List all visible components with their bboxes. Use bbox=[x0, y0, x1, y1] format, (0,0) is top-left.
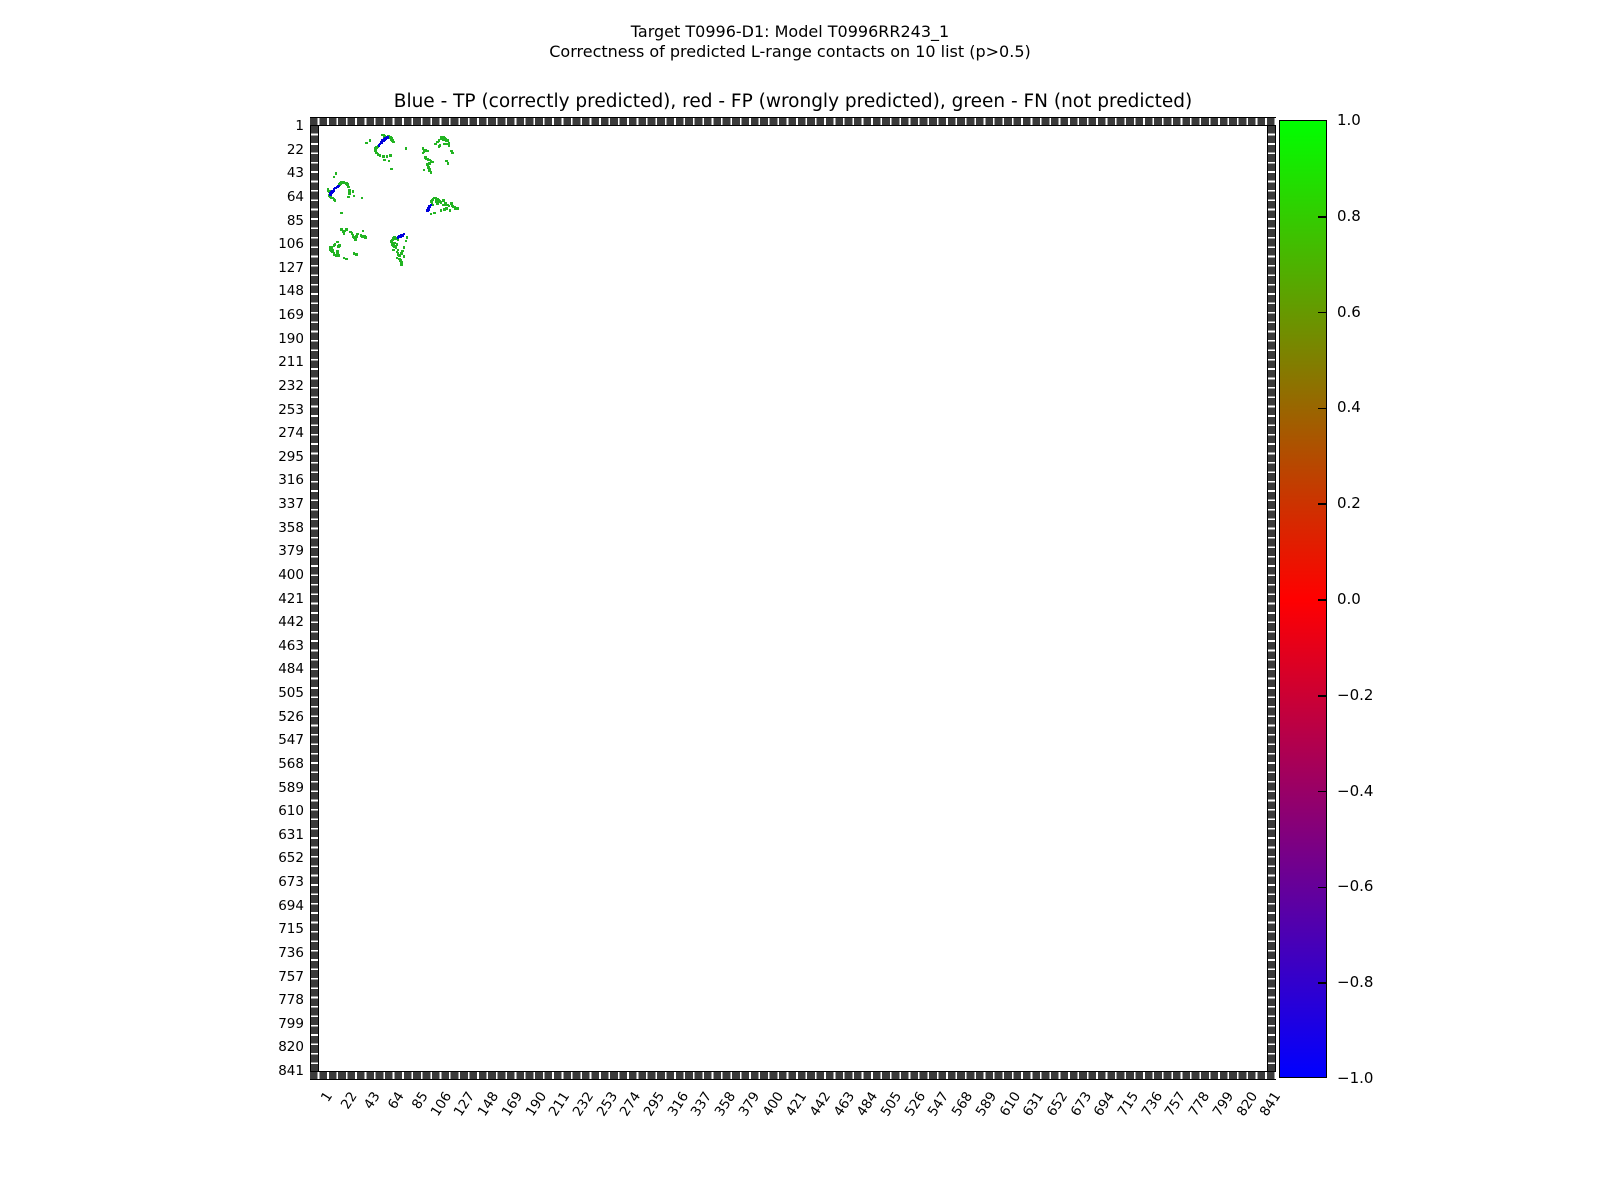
fn-point bbox=[426, 163, 429, 166]
fn-point bbox=[353, 195, 356, 198]
y-tick-label: 127 bbox=[278, 259, 304, 276]
y-tick-label: 442 bbox=[278, 614, 304, 631]
x-tick-label: 463 bbox=[830, 1089, 858, 1120]
x-tick-label: 631 bbox=[1019, 1089, 1048, 1120]
x-tick-label: 64 bbox=[384, 1089, 408, 1113]
colorbar-tick bbox=[1318, 887, 1326, 889]
x-tick-label: 106 bbox=[427, 1089, 455, 1120]
fn-point bbox=[379, 154, 382, 157]
fn-point bbox=[449, 209, 452, 212]
axis-tick-band-top bbox=[310, 117, 1276, 126]
tp-point bbox=[397, 236, 400, 239]
x-tick-label: 484 bbox=[854, 1089, 882, 1120]
fn-point bbox=[434, 143, 437, 146]
y-tick-label: 652 bbox=[278, 850, 304, 867]
fn-point bbox=[450, 202, 453, 205]
contact-map-plot bbox=[310, 117, 1276, 1080]
x-tick-label: 232 bbox=[569, 1089, 598, 1120]
fn-point bbox=[400, 252, 403, 255]
y-tick-label: 169 bbox=[278, 307, 304, 323]
y-tick-label: 211 bbox=[278, 354, 304, 371]
fn-point bbox=[354, 239, 357, 242]
y-tick-label: 673 bbox=[278, 874, 304, 890]
y-tick-label: 421 bbox=[278, 590, 304, 607]
tp-point bbox=[329, 194, 332, 197]
fn-point bbox=[436, 202, 439, 205]
y-tick-label: 799 bbox=[278, 1015, 304, 1032]
fn-point bbox=[352, 190, 355, 193]
axis-tick-band-bottom bbox=[310, 1071, 1276, 1080]
fn-point bbox=[438, 145, 441, 148]
x-tick-label: 820 bbox=[1233, 1089, 1261, 1120]
fn-point bbox=[396, 243, 399, 246]
fn-point bbox=[423, 169, 426, 172]
fn-point bbox=[405, 147, 408, 150]
x-tick-label: 442 bbox=[806, 1089, 835, 1120]
fn-point bbox=[432, 204, 435, 207]
x-tick-label: 127 bbox=[451, 1089, 479, 1120]
y-tick-label: 316 bbox=[278, 472, 304, 489]
y-tick-label: 568 bbox=[278, 755, 304, 772]
fn-point bbox=[451, 152, 454, 155]
y-tick-label: 379 bbox=[278, 543, 304, 560]
x-tick-label: 610 bbox=[996, 1089, 1024, 1120]
colorbar-tick-label: −0.2 bbox=[1337, 685, 1374, 704]
fn-point bbox=[348, 189, 351, 192]
fn-point bbox=[335, 172, 338, 175]
fn-point bbox=[390, 168, 393, 171]
fn-point bbox=[347, 186, 350, 189]
fn-point bbox=[406, 236, 409, 239]
y-tick-label: 694 bbox=[278, 897, 304, 914]
x-tick-label: 379 bbox=[735, 1089, 764, 1120]
y-tick-label: 757 bbox=[278, 968, 304, 985]
x-tick-label: 652 bbox=[1043, 1089, 1072, 1120]
y-tick-label: 484 bbox=[278, 661, 304, 678]
tp-point bbox=[430, 204, 433, 207]
y-tick-label: 1 bbox=[295, 118, 304, 134]
fn-point bbox=[447, 162, 450, 165]
colorbar-tick-label: 1.0 bbox=[1337, 111, 1361, 129]
y-tick-label: 526 bbox=[278, 708, 304, 725]
x-tick-label: 295 bbox=[640, 1089, 669, 1120]
x-tick-label: 190 bbox=[522, 1089, 550, 1120]
fn-point bbox=[398, 254, 401, 257]
colorbar-tick bbox=[1318, 503, 1326, 505]
x-tick-label: 148 bbox=[474, 1089, 503, 1120]
x-tick-label: 85 bbox=[408, 1089, 432, 1113]
x-tick-label: 1 bbox=[318, 1089, 337, 1105]
fn-point bbox=[448, 144, 451, 147]
x-tick-label: 736 bbox=[1138, 1089, 1166, 1120]
y-tick-label: 43 bbox=[286, 165, 304, 182]
fn-point bbox=[383, 159, 386, 162]
fn-point bbox=[343, 233, 346, 236]
fn-point bbox=[345, 258, 348, 261]
fn-point bbox=[355, 253, 358, 256]
axes-title-legend: Blue - TP (correctly predicted), red - FP (wrongly predicted), green - FN (not predicted) bbox=[393, 91, 1193, 112]
y-tick-label: 589 bbox=[278, 779, 304, 796]
y-tick-label: 295 bbox=[278, 448, 304, 465]
fn-point bbox=[457, 207, 460, 210]
fn-point bbox=[433, 212, 436, 215]
colorbar-tick bbox=[1318, 982, 1326, 984]
fn-point bbox=[347, 196, 350, 199]
fn-point bbox=[338, 244, 341, 247]
x-tick-label: 505 bbox=[877, 1089, 906, 1120]
x-tick-label: 421 bbox=[782, 1089, 811, 1120]
y-tick-label: 190 bbox=[278, 330, 304, 347]
fn-point bbox=[356, 233, 359, 236]
x-tick-label: 757 bbox=[1162, 1089, 1190, 1120]
x-tick-label: 316 bbox=[664, 1089, 692, 1120]
fn-point bbox=[386, 155, 389, 158]
fn-point bbox=[382, 155, 385, 158]
fn-point bbox=[428, 162, 431, 165]
x-tick-label: 715 bbox=[1114, 1089, 1143, 1120]
figure-title-line-2: Correctness of predicted L-range contacts on 10 list (p>0.5) bbox=[549, 42, 1031, 61]
fn-point bbox=[364, 236, 367, 239]
fn-point bbox=[403, 255, 406, 258]
y-tick-label: 274 bbox=[278, 425, 304, 442]
fn-point bbox=[440, 209, 443, 212]
colorbar-tick bbox=[1318, 599, 1326, 601]
x-tick-label: 211 bbox=[545, 1089, 574, 1120]
y-tick-label: 358 bbox=[278, 519, 304, 536]
x-tick-label: 589 bbox=[972, 1089, 1001, 1120]
colorbar-tick-label: −0.6 bbox=[1337, 877, 1374, 896]
fn-point bbox=[436, 141, 439, 144]
colorbar-tick-label: 0.0 bbox=[1337, 590, 1361, 608]
fn-point bbox=[355, 235, 358, 238]
y-tick-label: 253 bbox=[278, 401, 304, 418]
fn-point bbox=[365, 142, 368, 145]
colorbar-tick-label: 0.4 bbox=[1337, 398, 1361, 417]
tp-point bbox=[387, 136, 390, 139]
x-tick-label: 253 bbox=[593, 1089, 621, 1120]
plot-points bbox=[319, 126, 1267, 1071]
y-tick-label: 547 bbox=[278, 732, 304, 749]
colorbar bbox=[1279, 120, 1327, 1078]
x-tick-label: 274 bbox=[617, 1089, 645, 1120]
fn-point bbox=[392, 249, 395, 252]
x-tick-label: 400 bbox=[759, 1089, 787, 1120]
fn-point bbox=[369, 139, 372, 142]
fn-point bbox=[401, 250, 404, 253]
colorbar-tick-label: −1.0 bbox=[1337, 1069, 1374, 1087]
y-tick-label: 736 bbox=[278, 944, 304, 961]
colorbar-tick bbox=[1318, 312, 1326, 314]
colorbar-tick bbox=[1318, 408, 1326, 410]
x-tick-label: 169 bbox=[498, 1089, 527, 1120]
fn-point bbox=[334, 199, 337, 202]
axis-tick-band-left bbox=[310, 126, 319, 1071]
y-tick-label: 610 bbox=[278, 803, 304, 820]
colorbar-tick bbox=[1318, 791, 1326, 793]
y-tick-label: 778 bbox=[278, 992, 304, 1009]
fn-point bbox=[340, 212, 343, 215]
fn-point bbox=[403, 246, 406, 249]
axis-tick-band-right bbox=[1267, 126, 1276, 1071]
colorbar-tick-label: 0.8 bbox=[1337, 206, 1361, 225]
x-tick-label: 526 bbox=[901, 1089, 929, 1120]
y-tick-label: 715 bbox=[278, 921, 304, 938]
x-tick-label: 694 bbox=[1091, 1089, 1119, 1120]
y-tick-label: 148 bbox=[278, 283, 304, 300]
fn-point bbox=[337, 254, 340, 257]
colorbar-tick-label: 0.2 bbox=[1337, 494, 1361, 513]
y-tick-label: 85 bbox=[286, 212, 304, 229]
fn-point bbox=[448, 205, 451, 208]
fn-point bbox=[400, 263, 403, 266]
y-tick-label: 64 bbox=[286, 188, 304, 205]
x-tick-label: 22 bbox=[337, 1089, 361, 1113]
x-tick-label: 673 bbox=[1067, 1089, 1095, 1120]
fn-point bbox=[389, 154, 392, 157]
fn-point bbox=[348, 192, 351, 195]
x-tick-label: 547 bbox=[925, 1089, 953, 1120]
fn-point bbox=[430, 171, 433, 174]
fn-point bbox=[432, 161, 435, 164]
y-tick-label: 820 bbox=[278, 1039, 304, 1056]
y-tick-label: 631 bbox=[278, 826, 304, 843]
colorbar-tick bbox=[1318, 216, 1326, 218]
fn-point bbox=[396, 257, 399, 260]
fn-point bbox=[443, 208, 446, 211]
colorbar-tick bbox=[1318, 695, 1326, 697]
x-tick-label: 778 bbox=[1185, 1089, 1214, 1120]
fn-point bbox=[405, 240, 408, 243]
y-tick-label: 463 bbox=[278, 637, 304, 654]
fn-point bbox=[430, 213, 433, 216]
x-tick-label: 799 bbox=[1209, 1089, 1238, 1120]
x-tick-label: 43 bbox=[361, 1089, 384, 1113]
y-tick-label: 106 bbox=[278, 236, 304, 253]
x-tick-label: 841 bbox=[1256, 1089, 1285, 1120]
x-tick-label: 568 bbox=[948, 1089, 977, 1120]
y-tick-label: 400 bbox=[278, 566, 304, 583]
fn-point bbox=[333, 176, 336, 179]
fn-point bbox=[361, 197, 364, 200]
fn-point bbox=[336, 241, 339, 244]
fn-point bbox=[426, 150, 429, 153]
x-tick-label: 337 bbox=[688, 1089, 716, 1120]
y-tick-label: 337 bbox=[278, 496, 304, 512]
fn-point bbox=[442, 199, 445, 202]
y-tick-label: 232 bbox=[278, 377, 304, 394]
figure-title-line-1: Target T0996-D1: Model T0996RR243_1 bbox=[630, 22, 950, 41]
fn-point bbox=[362, 230, 365, 233]
fn-point bbox=[345, 228, 348, 231]
fn-point bbox=[334, 243, 337, 246]
colorbar-tick-label: −0.4 bbox=[1337, 781, 1374, 800]
fn-point bbox=[422, 152, 425, 155]
y-tick-label: 22 bbox=[286, 141, 304, 158]
y-tick-label: 505 bbox=[278, 685, 304, 701]
fn-point bbox=[392, 141, 395, 144]
fn-point bbox=[397, 239, 400, 242]
y-tick-label: 841 bbox=[278, 1063, 304, 1079]
fn-point bbox=[445, 207, 448, 210]
colorbar-tick-label: 0.6 bbox=[1337, 302, 1361, 321]
x-tick-label: 358 bbox=[711, 1089, 740, 1120]
fn-point bbox=[388, 160, 391, 163]
colorbar-tick-label: −0.8 bbox=[1337, 973, 1374, 992]
